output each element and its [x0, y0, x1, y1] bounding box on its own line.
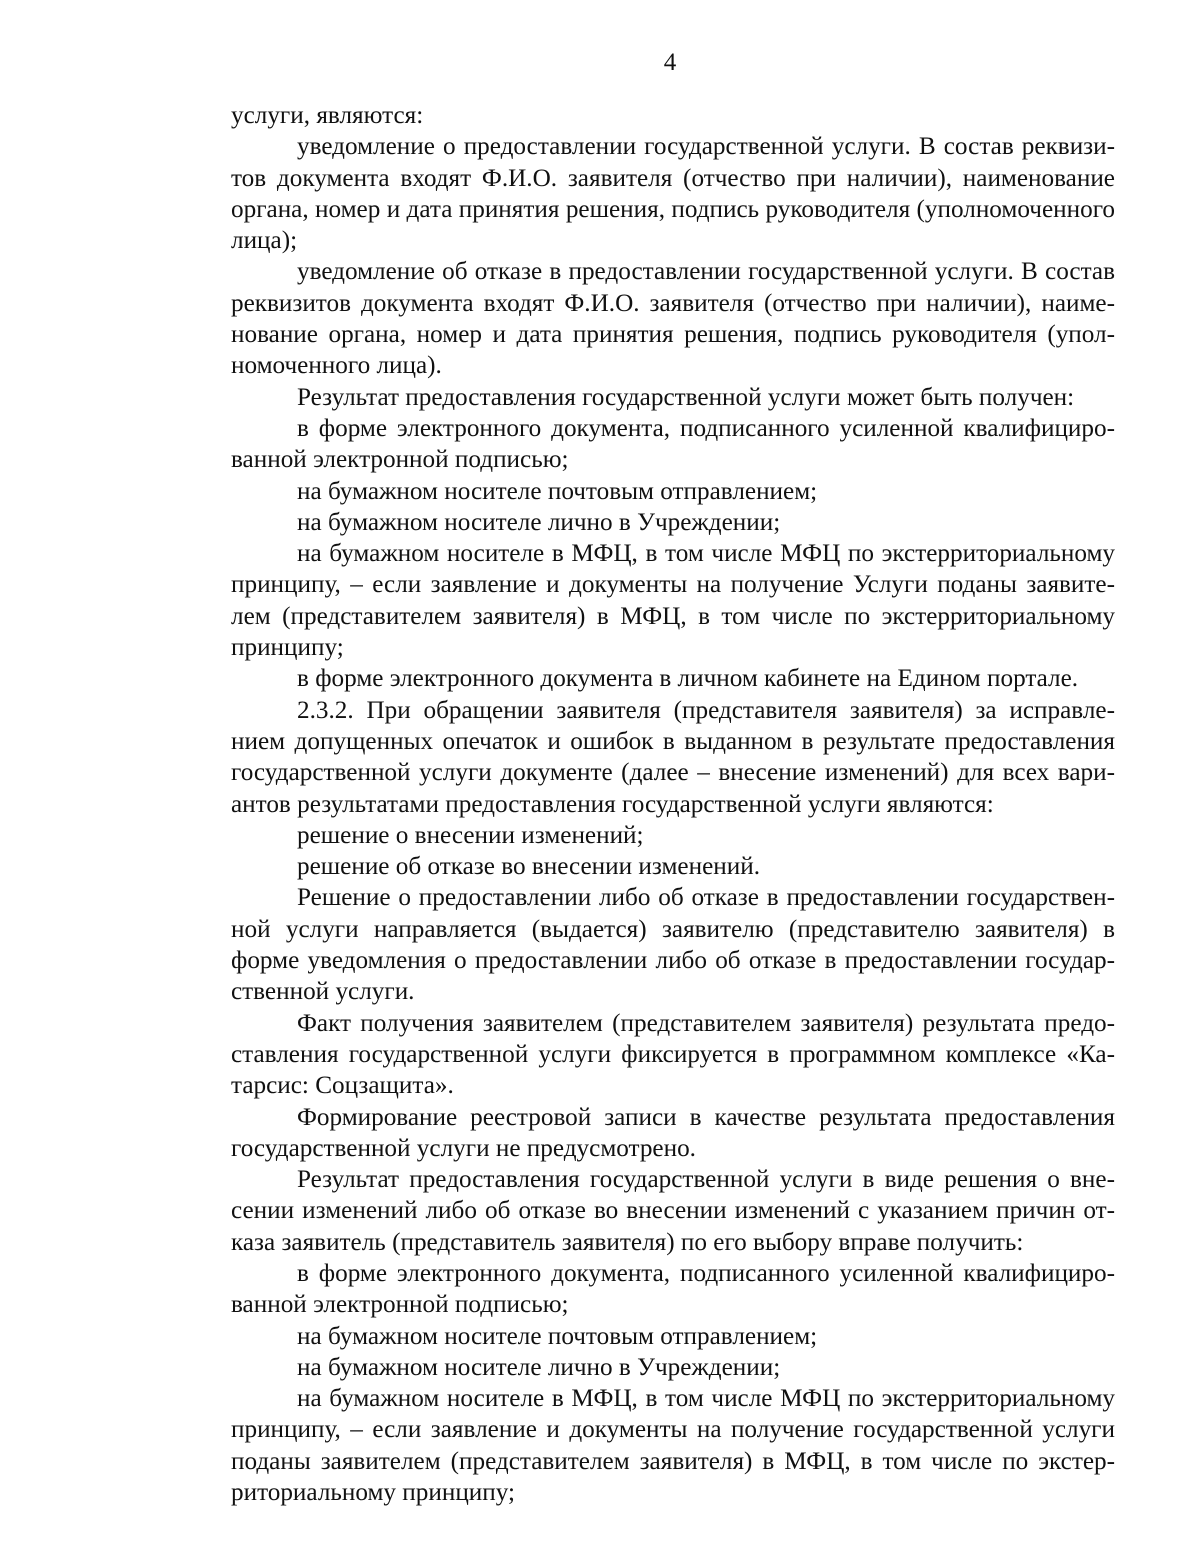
paragraph: на бумажном носителе в МФЦ, в том числе МФЦ по экстерриториальному принципу, – если заявление и документы на получение государственной услуги поданы заявителем (представителем заявителя) в МФЦ, в том числе по экстерриториальному принципу;: [231, 1385, 1115, 1507]
paragraph: в форме электронного документа в личном кабинете на Едином портале.: [297, 665, 1079, 693]
paragraph: на бумажном носителе в МФЦ, в том числе МФЦ по экстерриториальному принципу, – если заявление и документы на получение Услуги поданы заявителем (представителем заявителя) в МФЦ, в том числе по экстерриториальному принципу;: [231, 540, 1115, 662]
section-paragraph-2-3-2: 2.3.2. При обращении заявителя (представителя заявителя) за исправлением допущенных опечаток и ошибок в выданном в результате предоставления государственной услуги документе (далее – внесение изменений) для всех вариантов результатами предоставления государственной услуги являются:: [231, 696, 1115, 818]
paragraph: в форме электронного документа, подписанного усиленной квалифицированной электронной подписью;: [231, 1259, 1115, 1319]
paragraph: в форме электронного документа, подписанного усиленной квалифицированной электронной подписью;: [231, 414, 1115, 474]
paragraph: уведомление об отказе в предоставлении государственной услуги. В состав реквизитов документа входят Ф.И.О. заявителя (отчество при наличии), наименование органа, номер и дата принятия решения, подпись руководителя (уполномоченного лица).: [231, 258, 1115, 380]
page-number: 4: [663, 49, 677, 76]
paragraph: на бумажном носителе почтовым отправлением;: [297, 1322, 818, 1350]
document-body: [231, 100, 1115, 1508]
paragraph-continuation: услуги, являются:: [231, 102, 424, 129]
paragraph: Факт получения заявителем (представителем заявителя) результата предоставления государственной услуги фиксируется в программном комплексе «Катарсис: Соцзащита».: [231, 1009, 1115, 1100]
paragraph: на бумажном носителе почтовым отправлением;: [297, 477, 818, 505]
paragraph: на бумажном носителе лично в Учреждении;: [297, 1353, 781, 1381]
paragraph: уведомление о предоставлении государственной услуги. В состав реквизитов документа входят Ф.И.О. заявителя (отчество при наличии), наименование органа, номер и дата принятия решения, подпись руководителя (уполномоченного лица);: [231, 133, 1115, 255]
paragraph: решение об отказе во внесении изменений.: [297, 853, 760, 881]
paragraph: Результат предоставления государственной услуги может быть получен:: [297, 383, 1075, 411]
paragraph: Результат предоставления государственной услуги в виде решения о внесении изменений либо об отказе во внесении изменений с указанием причин отказа заявитель (представитель заявителя) по его выбору вправе получить:: [231, 1166, 1115, 1256]
paragraph: Решение о предоставлении либо об отказе в предоставлении государственной услуги направляется (выдается) заявителю (представителю заявителя) в форме уведомления о предоставлении либо об отказе в предоставлении государственной услуги.: [231, 884, 1115, 1006]
paragraph: на бумажном носителе лично в Учреждении;: [297, 508, 781, 536]
paragraph: Формирование реестровой записи в качестве результата предоставления государственной услуги не предусмотрено.: [231, 1103, 1115, 1162]
paragraph: решение о внесении изменений;: [297, 821, 644, 849]
